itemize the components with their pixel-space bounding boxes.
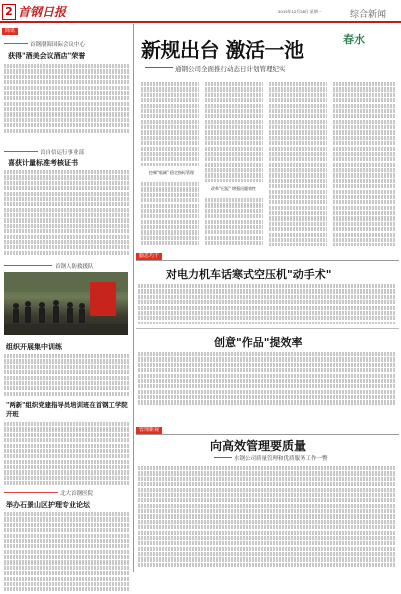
brief-source: 首自信运行事业部 — [40, 150, 85, 156]
article-column-1 — [141, 82, 199, 166]
top-story-headline-accent: 春水 — [343, 33, 365, 46]
article-column-3 — [269, 82, 327, 246]
date-line: 2015年12月28日 星期一 — [278, 9, 322, 14]
column-divider — [133, 24, 134, 572]
brief-source: 首钢渤海国际会议中心 — [30, 42, 86, 48]
mid-divider — [136, 328, 399, 329]
brief-tag: 简讯 — [2, 28, 18, 35]
top-story — [135, 24, 399, 250]
article-column-2 — [205, 82, 263, 182]
brief-headline: 获得"酒美会议酒店"荣誉 — [8, 51, 86, 60]
brief-source: 北大首钢医院 — [60, 491, 94, 497]
article-column-1b — [141, 182, 199, 246]
left-column — [0, 24, 132, 572]
mid-headline-1: 对电力机车话寒式空压机"动手术" — [166, 268, 332, 281]
article-column-2b — [205, 198, 263, 246]
brief-body-text — [4, 512, 129, 594]
brief-body-text — [4, 422, 129, 487]
brief-headline: 组织开展集中训练 — [6, 342, 62, 351]
brief-headline: "两新"组织党建指导员培训班在首钢工学院开班 — [6, 401, 128, 418]
article-column-4 — [333, 82, 395, 246]
brief-source-rule — [4, 43, 28, 44]
top-story-headline: 新规出台 激活一池 — [141, 38, 304, 62]
rescue-team-illustration — [4, 272, 128, 335]
rescue-team-photo — [4, 272, 128, 335]
brief-headline: 举办石景山区护理专业论坛 — [6, 500, 90, 509]
brief-body-text — [4, 170, 129, 256]
mid-article-2-text — [138, 352, 396, 410]
brief-body-text — [4, 64, 129, 134]
page-number: 2 — [2, 4, 16, 20]
brief-source: 首钢人防救援队 — [55, 264, 94, 270]
top-story-subhead: 控制"临阈" 稳定指标管理 — [149, 170, 194, 175]
mid-section-rule — [136, 260, 399, 261]
top-story-subhead: 改革"迟报" 增强问题效性 — [211, 186, 256, 191]
bottom-section-rule — [136, 434, 399, 435]
paper-name: 首钢日报 — [18, 5, 67, 19]
brief-source-rule — [4, 151, 38, 152]
brief-body-text — [4, 354, 129, 396]
section-name: 综合新闻 — [350, 10, 387, 20]
brief-headline: 喜获计量标准考核证书 — [8, 158, 78, 167]
bottom-section-tag: 管理新视 — [136, 427, 162, 434]
subheadline-rule — [145, 67, 173, 68]
mid-headline-2: 创意"作品"提效率 — [214, 336, 303, 349]
masthead — [0, 0, 401, 22]
brief-source-rule — [4, 492, 58, 493]
brief-source-rule — [4, 265, 52, 266]
bottom-subheadline-rule — [214, 457, 232, 458]
mid-section-tag: 勤思巧干 — [136, 253, 162, 260]
mid-article-1-text — [138, 284, 396, 324]
masthead-rule — [0, 21, 401, 23]
bottom-article-text — [138, 466, 396, 570]
top-story-subheadline: 通钢公司全面推行动态日计划管理纪实 — [175, 65, 286, 73]
bottom-subheadline: 水钢公司质量管理和优质服务工作一瞥 — [234, 456, 328, 462]
bottom-headline: 向高效管理要质量 — [210, 439, 307, 453]
